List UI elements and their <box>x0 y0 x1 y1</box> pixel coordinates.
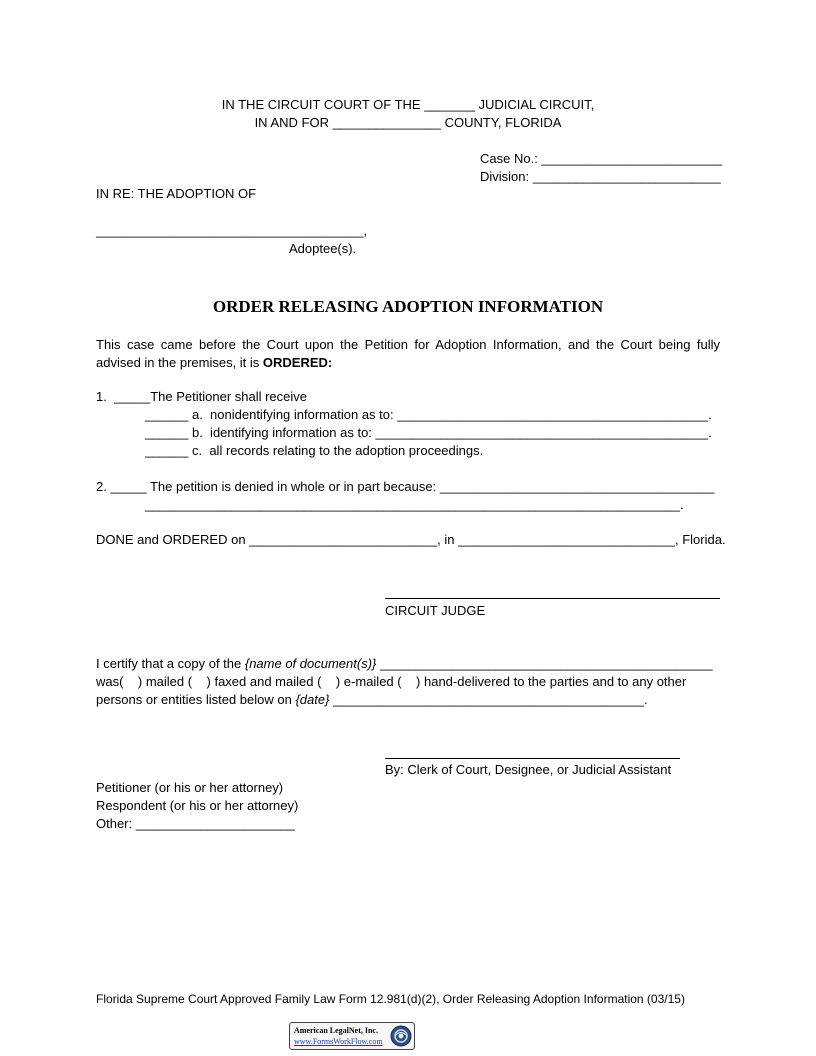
ordered-label: ORDERED: <box>262 355 333 370</box>
globe-icon <box>390 1025 412 1047</box>
date-blank[interactable]: ___________________________________________. <box>329 692 648 707</box>
logo-url[interactable]: www.FormsWorkFlow.com <box>294 1037 383 1046</box>
adoptee-label: Adoptee(s). <box>289 241 357 256</box>
intro-paragraph <box>96 336 720 372</box>
court-header-line1: IN THE CIRCUIT COURT OF THE _______ JUDICIAL CIRCUIT, <box>221 97 595 112</box>
item-1b-identifying[interactable]: ______ b. identifying information as to: ______________________________________________. <box>145 425 712 440</box>
adoptee-name-field[interactable]: _____________________________________, <box>96 223 368 238</box>
division-field[interactable]: Division: __________________________ <box>480 169 721 184</box>
american-legalnet-logo[interactable] <box>289 1022 415 1050</box>
logo-company-name: American LegalNet, Inc. <box>294 1026 378 1035</box>
item-1-petitioner-receive[interactable]: 1. _____The Petitioner shall receive <box>96 389 308 404</box>
case-number-field[interactable]: Case No.: _________________________ <box>480 151 723 166</box>
date-placeholder: {date} <box>295 692 330 707</box>
certify-persons-text: persons or entities listed below on <box>96 692 296 707</box>
certify-line-1[interactable] <box>96 656 713 672</box>
document-title: ORDER RELEASING ADOPTION INFORMATION <box>212 297 604 316</box>
court-header-line2: IN AND FOR _______________ COUNTY, FLORIDA <box>254 115 562 130</box>
certify-line-3[interactable] <box>96 692 648 708</box>
item-1c-all-records[interactable]: ______ c. all records relating to the adoption proceedings. <box>145 443 484 458</box>
respondent-label: Respondent (or his or her attorney) <box>96 798 299 813</box>
judge-signature-line[interactable] <box>385 598 720 599</box>
done-and-ordered-line[interactable]: DONE and ORDERED on __________________________, in ______________________________, Florida. <box>96 532 726 547</box>
petitioner-label: Petitioner (or his or her attorney) <box>96 780 284 795</box>
other-party-field[interactable]: Other: ______________________ <box>96 816 295 831</box>
item-2-petition-denied[interactable]: 2. _____ The petition is denied in whole or in part because: ______________________________________ <box>96 479 715 494</box>
circuit-judge-label: CIRCUIT JUDGE <box>385 603 486 618</box>
document-name-placeholder: {name of document(s)} <box>244 656 377 671</box>
item-1a-nonidentifying[interactable]: ______ a. nonidentifying information as to: ___________________________________________. <box>145 407 712 422</box>
certify-text: I certify that a copy of the <box>96 656 245 671</box>
document-name-blank[interactable]: ______________________________________________ <box>376 656 713 671</box>
certify-delivery-methods[interactable]: was( ) mailed ( ) faxed and mailed ( ) e-mailed ( ) hand-delivered to the parties and to any other <box>96 674 687 689</box>
clerk-signature-line[interactable] <box>385 758 680 759</box>
item-2-reason-continuation[interactable]: __________________________________________________________________________. <box>145 497 684 512</box>
form-footer: Florida Supreme Court Approved Family Law Form 12.981(d)(2), Order Releasing Adoption Information (03/15) <box>96 992 685 1006</box>
intro-text: This case came before the Court upon the Petition for Adoption Information, and the Court being fully advised in the premises, it is <box>96 337 720 370</box>
in-re-caption: IN RE: THE ADOPTION OF <box>96 186 257 201</box>
clerk-label: By: Clerk of Court, Designee, or Judicial Assistant <box>385 762 672 777</box>
